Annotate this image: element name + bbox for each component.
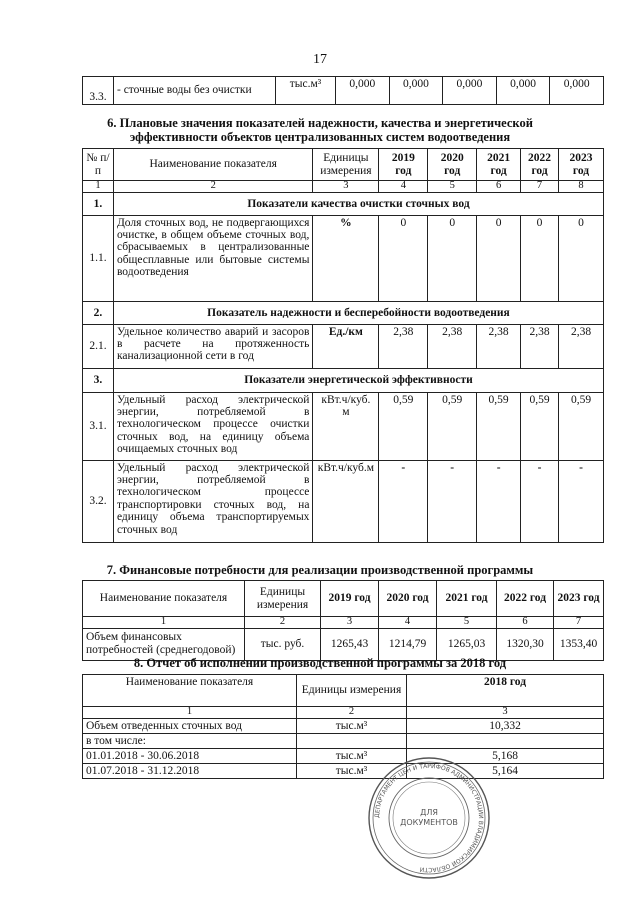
row-name: Доля сточных вод, не подвергающихся очистке, в общем объеме сточных вод, сбрасываемых в централизованные общесплавные или бытовые системы водоотведения xyxy=(113,215,312,301)
value-cell: 0,59 xyxy=(379,392,428,460)
section7-title: 7. Финансовые потребности для реализации производственной программы xyxy=(106,563,534,577)
value-cell: 2,38 xyxy=(521,324,559,368)
value-cell: - xyxy=(521,460,559,542)
col-number: 5 xyxy=(428,181,477,193)
value-cell: 5,168 xyxy=(407,748,604,763)
row-name: Удельное количество аварий и засоров в расчете на протяженность канализационной сети в год xyxy=(113,324,312,368)
value-cell: - xyxy=(559,460,604,542)
value-cell: 0,000 xyxy=(496,77,550,105)
group-title: Показатели энергетической эффективности xyxy=(113,368,603,392)
row-unit: тыс.м³ xyxy=(297,763,407,778)
row-num: 3.1. xyxy=(83,392,114,460)
section8-title: 8. Отчет об исполнении производственной программы за 2018 год xyxy=(133,656,507,670)
stamp-ring-textpath: ДЕПАРТАМЕНТ ЦЕН И ТАРИФОВ АДМИНИСТРАЦИИ ВЛАДИМИРСКОЙ ОБЛАСТИ xyxy=(373,762,485,874)
value-cell: 0,000 xyxy=(389,77,443,105)
stamp-inner-line2: ДОКУМЕНТОВ xyxy=(400,818,458,827)
header-year: 2019 год xyxy=(379,149,428,181)
col-number: 7 xyxy=(554,617,604,629)
value-cell: 2,38 xyxy=(559,324,604,368)
header-name: Наименование показателя xyxy=(83,675,297,707)
header-unit: Единицы измерения xyxy=(245,581,321,617)
value-cell: 0,59 xyxy=(559,392,604,460)
row-name: 01.07.2018 - 31.12.2018 xyxy=(83,763,297,778)
col-number: 2 xyxy=(297,707,407,719)
value-cell: 0 xyxy=(379,215,428,301)
row-name: Удельный расход электрической энергии, потребляемой в технологическом процессе очистки сточных вод, на единицу объема очищаемых сточных вод xyxy=(113,392,312,460)
row-unit: % xyxy=(313,215,379,301)
row-name: 01.01.2018 - 30.06.2018 xyxy=(83,748,297,763)
section8-table xyxy=(82,674,604,779)
value-cell: 0,59 xyxy=(428,392,477,460)
header-year: 2023 год xyxy=(554,581,604,617)
value-cell: 2,38 xyxy=(428,324,477,368)
header-year: 2021 год xyxy=(437,581,497,617)
col-number: 1 xyxy=(83,707,297,719)
col-number: 3 xyxy=(407,707,604,719)
value-cell: 1353,40 xyxy=(554,628,604,660)
header-year: 2023 год xyxy=(559,149,604,181)
top-continuation-table xyxy=(82,76,604,105)
col-number: 1 xyxy=(83,617,245,629)
value-cell: 1265,43 xyxy=(321,628,379,660)
row-unit: тыс.м³ xyxy=(297,748,407,763)
row-unit: тыс.м³ xyxy=(297,718,407,733)
value-cell: 0,59 xyxy=(477,392,521,460)
value-cell: 0 xyxy=(477,215,521,301)
section7-table xyxy=(82,580,604,661)
row-name: Удельный расход электрической энергии, потребляемой в технологическом процессе транспортировки сточных вод, на единицу объема транспортируемых сточных вод xyxy=(113,460,312,542)
row-name: Объем отведенных сточных вод xyxy=(83,718,297,733)
header-year: 2021 год xyxy=(477,149,521,181)
value-cell: 0 xyxy=(428,215,477,301)
row-unit: кВт.ч/куб. м xyxy=(313,392,379,460)
row-unit: Ед./км xyxy=(313,324,379,368)
group-num: 2. xyxy=(83,301,114,324)
col-number: 2 xyxy=(245,617,321,629)
value-cell: 0 xyxy=(521,215,559,301)
header-year: 2020 год xyxy=(379,581,437,617)
col-number: 5 xyxy=(437,617,497,629)
header-name: Наименование показателя xyxy=(83,581,245,617)
value-cell: 2,38 xyxy=(477,324,521,368)
header-unit: Единицы измерения xyxy=(297,675,407,707)
value-cell: 10,332 xyxy=(407,718,604,733)
section6-title-line2: эффективности объектов централизованных систем водоотведения xyxy=(129,130,511,144)
section6-table xyxy=(82,148,604,543)
value-cell: 2,38 xyxy=(379,324,428,368)
value-cell: 1320,30 xyxy=(497,628,554,660)
group-title: Показатель надежности и бесперебойности водоотведения xyxy=(113,301,603,324)
value-cell: 0,000 xyxy=(336,77,390,105)
value-cell: - xyxy=(428,460,477,542)
row-unit: тыс.м³ xyxy=(276,77,336,105)
value-cell: 1214,79 xyxy=(379,628,437,660)
row-num: 1.1. xyxy=(83,215,114,301)
row-unit xyxy=(297,733,407,748)
row-unit: тыс. руб. xyxy=(245,628,321,660)
value-cell: 0,000 xyxy=(550,77,604,105)
row-num: 3.3. xyxy=(83,77,114,105)
value-cell: - xyxy=(379,460,428,542)
row-num: 3.2. xyxy=(83,460,114,542)
group-title: Показатели качества очистки сточных вод xyxy=(113,192,603,215)
col-number: 2 xyxy=(113,181,312,193)
header-year: 2019 год xyxy=(321,581,379,617)
value-cell: 1265,03 xyxy=(437,628,497,660)
header-year: 2022 год xyxy=(497,581,554,617)
group-num: 1. xyxy=(83,192,114,215)
col-number: 1 xyxy=(83,181,114,193)
col-number: 7 xyxy=(521,181,559,193)
value-cell: 0 xyxy=(559,215,604,301)
value-cell xyxy=(407,733,604,748)
header-year: 2020 год xyxy=(428,149,477,181)
value-cell: 0,59 xyxy=(521,392,559,460)
group-num: 3. xyxy=(83,368,114,392)
page-number: 17 xyxy=(313,52,327,67)
col-number: 3 xyxy=(321,617,379,629)
section6-title-line1: 6. Плановые значения показателей надежности, качества и энергетической xyxy=(107,116,533,130)
col-number: 6 xyxy=(477,181,521,193)
seal-stamp xyxy=(366,755,492,881)
row-name: - сточные воды без очистки xyxy=(114,77,276,105)
header-year: 2018 год xyxy=(407,675,604,707)
row-num: 2.1. xyxy=(83,324,114,368)
col-number: 3 xyxy=(313,181,379,193)
col-number: 6 xyxy=(497,617,554,629)
col-number: 4 xyxy=(379,617,437,629)
col-number: 4 xyxy=(379,181,428,193)
row-name: Объем финансовых потребностей (среднегодовой) xyxy=(83,628,245,660)
stamp-inner-line1: ДЛЯ xyxy=(420,808,438,817)
col-number: 8 xyxy=(559,181,604,193)
row-name: в том числе: xyxy=(83,733,297,748)
row-unit: кВт.ч/куб.м xyxy=(313,460,379,542)
value-cell: - xyxy=(477,460,521,542)
value-cell: 5,164 xyxy=(407,763,604,778)
header-num: № п/п xyxy=(83,149,114,181)
header-unit: Единицы измерения xyxy=(313,149,379,181)
section6-title xyxy=(0,116,640,144)
value-cell: 0,000 xyxy=(443,77,497,105)
header-name: Наименование показателя xyxy=(113,149,312,181)
header-year: 2022 год xyxy=(521,149,559,181)
